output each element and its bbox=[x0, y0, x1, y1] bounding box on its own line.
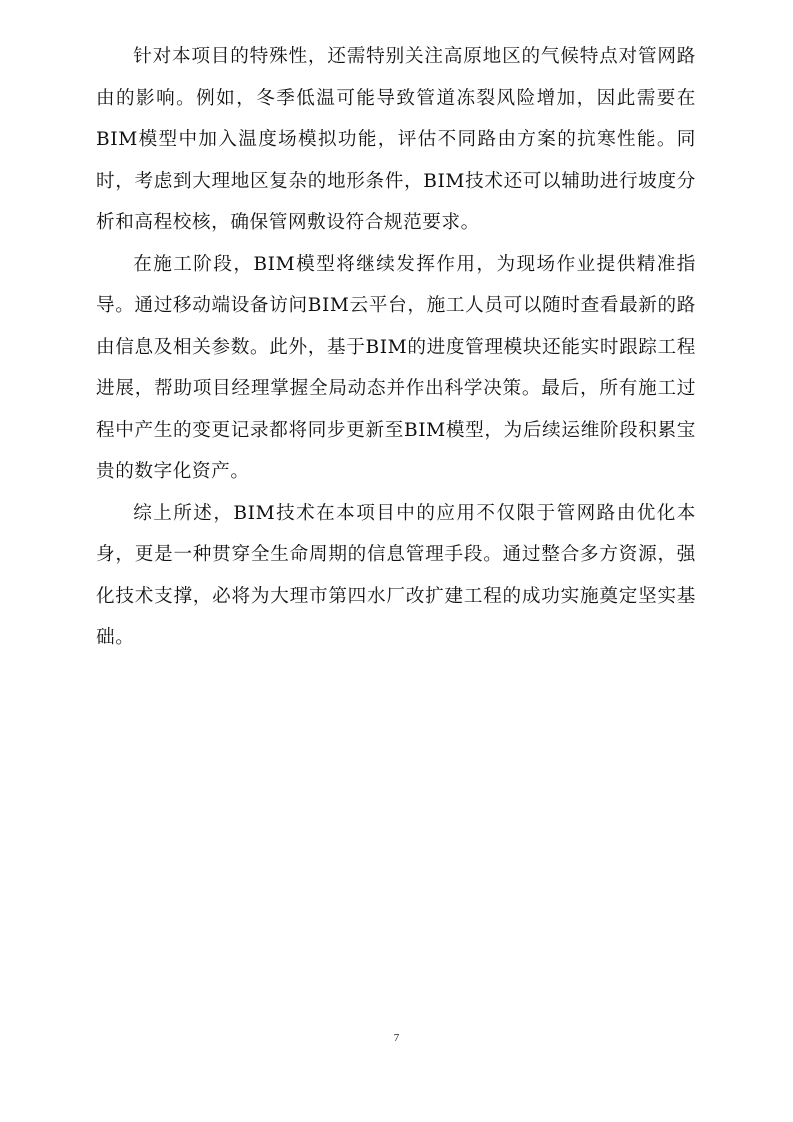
page-number: 7 bbox=[393, 1032, 400, 1044]
body-text bbox=[96, 36, 696, 659]
paragraph-construction-phase: 在施工阶段，BIM模型将继续发挥作用，为现场作业提供精准指导。通过移动端设备访问BIM云平台，施工人员可以随时查看最新的路由信息及相关参数。此外，基于BIM的进度管理模块还能实时跟踪工程进展，帮助项目经理掌握全局动态并作出科学决策。最后，所有施工过程中产生的变更记录都将同步更新至BIM模型，为后续运维阶段积累宝贵的数字化资产。 bbox=[96, 253, 696, 482]
paragraph-summary: 综上所述，BIM技术在本项目中的应用不仅限于管网路由优化本身，更是一种贯穿全生命周期的信息管理手段。通过整合多方资源，强化技术支撑，必将为大理市第四水厂改扩建工程的成功实施奠定坚实基础。 bbox=[96, 502, 696, 648]
paragraph-climate-routing: 针对本项目的特殊性，还需特别关注高原地区的气候特点对管网路由的影响。例如，冬季低温可能导致管道冻裂风险增加，因此需要在BIM模型中加入温度场模拟功能，评估不同路由方案的抗寒性能。同时，考虑到大理地区复杂的地形条件，BIM技术还可以辅助进行坡度分析和高程校核，确保管网敷设符合规范要求。 bbox=[96, 46, 696, 233]
